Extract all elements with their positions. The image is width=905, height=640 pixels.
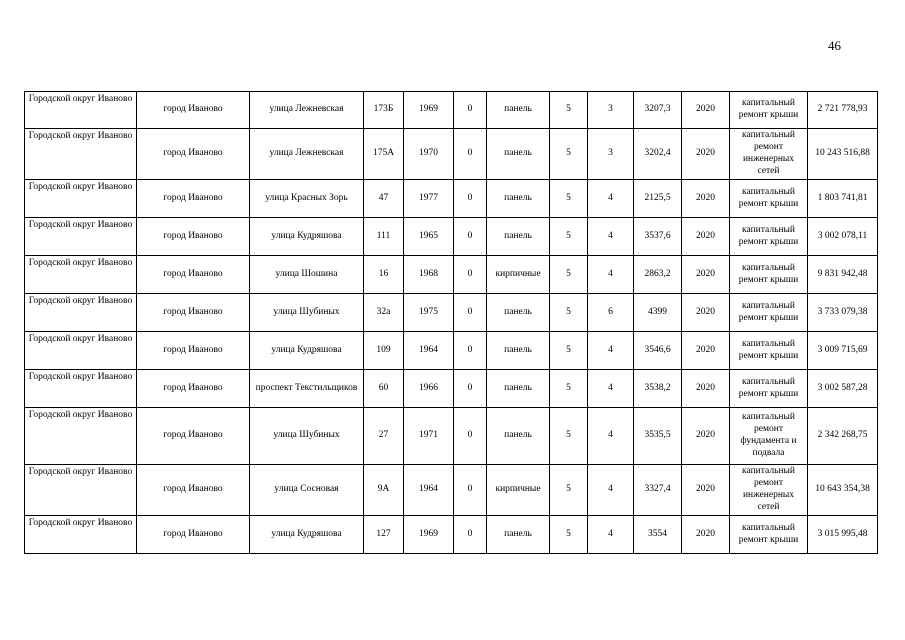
cell-street: улица Лежневская <box>250 92 364 129</box>
cell-amount: 3 002 078,11 <box>808 218 878 256</box>
cell-area: 3327,4 <box>634 465 682 516</box>
cell-zero: 0 <box>454 180 487 218</box>
cell-house: 127 <box>364 516 404 554</box>
cell-floors: 5 <box>550 332 588 370</box>
cell-amount: 3 015 995,48 <box>808 516 878 554</box>
cell-entrances: 3 <box>588 129 634 180</box>
cell-okrug: Городской округ Иваново <box>25 180 137 218</box>
cell-work: капитальный ремонт крыши <box>730 180 808 218</box>
cell-city: город Иваново <box>137 465 250 516</box>
cell-house: 47 <box>364 180 404 218</box>
cell-entrances: 4 <box>588 516 634 554</box>
table-row <box>25 332 878 370</box>
cell-amount: 2 342 268,75 <box>808 408 878 465</box>
cell-material: панель <box>487 129 550 180</box>
cell-entrances: 4 <box>588 180 634 218</box>
cell-floors: 5 <box>550 256 588 294</box>
cell-house: 16 <box>364 256 404 294</box>
table-row <box>25 465 878 516</box>
cell-plan-year: 2020 <box>682 516 730 554</box>
cell-okrug: Городской округ Иваново <box>25 370 137 408</box>
cell-area: 3535,5 <box>634 408 682 465</box>
cell-amount: 10 243 516,88 <box>808 129 878 180</box>
cell-floors: 5 <box>550 465 588 516</box>
cell-entrances: 6 <box>588 294 634 332</box>
table-body <box>25 92 878 554</box>
cell-zero: 0 <box>454 92 487 129</box>
cell-street: улица Шубиных <box>250 408 364 465</box>
cell-city: город Иваново <box>137 332 250 370</box>
cell-entrances: 4 <box>588 256 634 294</box>
cell-zero: 0 <box>454 256 487 294</box>
cell-floors: 5 <box>550 180 588 218</box>
cell-material: кирпичные <box>487 465 550 516</box>
cell-floors: 5 <box>550 370 588 408</box>
table-row <box>25 294 878 332</box>
cell-entrances: 4 <box>588 370 634 408</box>
cell-zero: 0 <box>454 516 487 554</box>
cell-work: капитальный ремонт крыши <box>730 294 808 332</box>
cell-plan-year: 2020 <box>682 408 730 465</box>
cell-city: город Иваново <box>137 218 250 256</box>
cell-area: 2125,5 <box>634 180 682 218</box>
cell-material: панель <box>487 218 550 256</box>
cell-year: 1966 <box>404 370 454 408</box>
cell-okrug: Городской округ Иваново <box>25 129 137 180</box>
cell-street: улица Красных Зорь <box>250 180 364 218</box>
housing-repair-table <box>24 91 878 554</box>
cell-material: кирпичные <box>487 256 550 294</box>
cell-floors: 5 <box>550 129 588 180</box>
cell-work: капитальный ремонт крыши <box>730 516 808 554</box>
cell-floors: 5 <box>550 218 588 256</box>
cell-year: 1965 <box>404 218 454 256</box>
cell-floors: 5 <box>550 92 588 129</box>
cell-entrances: 3 <box>588 92 634 129</box>
cell-zero: 0 <box>454 408 487 465</box>
cell-amount: 10 643 354,38 <box>808 465 878 516</box>
cell-okrug: Городской округ Иваново <box>25 218 137 256</box>
cell-amount: 9 831 942,48 <box>808 256 878 294</box>
cell-area: 3207,3 <box>634 92 682 129</box>
cell-material: панель <box>487 180 550 218</box>
table-row <box>25 516 878 554</box>
cell-house: 60 <box>364 370 404 408</box>
cell-zero: 0 <box>454 129 487 180</box>
cell-year: 1977 <box>404 180 454 218</box>
cell-work: капитальный ремонт инженерных сетей <box>730 129 808 180</box>
cell-floors: 5 <box>550 516 588 554</box>
cell-entrances: 4 <box>588 332 634 370</box>
cell-amount: 3 002 587,28 <box>808 370 878 408</box>
cell-material: панель <box>487 92 550 129</box>
cell-year: 1969 <box>404 516 454 554</box>
cell-work: капитальный ремонт фундамента и подвала <box>730 408 808 465</box>
cell-okrug: Городской округ Иваново <box>25 332 137 370</box>
cell-work: капитальный ремонт крыши <box>730 92 808 129</box>
table-row <box>25 256 878 294</box>
cell-work: капитальный ремонт крыши <box>730 256 808 294</box>
cell-street: улица Шошина <box>250 256 364 294</box>
cell-street: улица Сосновая <box>250 465 364 516</box>
cell-okrug: Городской округ Иваново <box>25 408 137 465</box>
cell-plan-year: 2020 <box>682 370 730 408</box>
cell-city: город Иваново <box>137 180 250 218</box>
cell-material: панель <box>487 370 550 408</box>
cell-plan-year: 2020 <box>682 180 730 218</box>
cell-city: город Иваново <box>137 92 250 129</box>
cell-plan-year: 2020 <box>682 256 730 294</box>
table-row <box>25 92 878 129</box>
cell-street: улица Кудряшова <box>250 516 364 554</box>
cell-area: 2863,2 <box>634 256 682 294</box>
cell-year: 1970 <box>404 129 454 180</box>
cell-plan-year: 2020 <box>682 332 730 370</box>
cell-house: 109 <box>364 332 404 370</box>
cell-city: город Иваново <box>137 408 250 465</box>
table-row <box>25 129 878 180</box>
cell-material: панель <box>487 294 550 332</box>
cell-okrug: Городской округ Иваново <box>25 294 137 332</box>
cell-plan-year: 2020 <box>682 92 730 129</box>
cell-area: 3554 <box>634 516 682 554</box>
cell-work: капитальный ремонт крыши <box>730 370 808 408</box>
cell-plan-year: 2020 <box>682 218 730 256</box>
cell-year: 1964 <box>404 332 454 370</box>
cell-street: улица Кудряшова <box>250 332 364 370</box>
cell-city: город Иваново <box>137 516 250 554</box>
cell-material: панель <box>487 516 550 554</box>
cell-area: 3546,6 <box>634 332 682 370</box>
cell-year: 1969 <box>404 92 454 129</box>
cell-okrug: Городской округ Иваново <box>25 465 137 516</box>
cell-house: 27 <box>364 408 404 465</box>
cell-area: 3537,6 <box>634 218 682 256</box>
table-row <box>25 218 878 256</box>
cell-zero: 0 <box>454 332 487 370</box>
cell-work: капитальный ремонт крыши <box>730 218 808 256</box>
cell-zero: 0 <box>454 465 487 516</box>
table-row <box>25 180 878 218</box>
cell-house: 32а <box>364 294 404 332</box>
cell-street: улица Шубиных <box>250 294 364 332</box>
cell-zero: 0 <box>454 294 487 332</box>
cell-year: 1975 <box>404 294 454 332</box>
cell-area: 4399 <box>634 294 682 332</box>
cell-year: 1971 <box>404 408 454 465</box>
cell-city: город Иваново <box>137 294 250 332</box>
cell-work: капитальный ремонт крыши <box>730 332 808 370</box>
cell-area: 3202,4 <box>634 129 682 180</box>
cell-house: 173Б <box>364 92 404 129</box>
cell-material: панель <box>487 408 550 465</box>
cell-plan-year: 2020 <box>682 465 730 516</box>
cell-street: проспект Текстильщиков <box>250 370 364 408</box>
cell-entrances: 4 <box>588 465 634 516</box>
table-row <box>25 408 878 465</box>
cell-zero: 0 <box>454 370 487 408</box>
cell-okrug: Городской округ Иваново <box>25 516 137 554</box>
cell-city: город Иваново <box>137 370 250 408</box>
cell-city: город Иваново <box>137 129 250 180</box>
cell-house: 111 <box>364 218 404 256</box>
cell-street: улица Кудряшова <box>250 218 364 256</box>
cell-plan-year: 2020 <box>682 294 730 332</box>
cell-floors: 5 <box>550 408 588 465</box>
cell-okrug: Городской округ Иваново <box>25 92 137 129</box>
cell-year: 1964 <box>404 465 454 516</box>
cell-house: 175А <box>364 129 404 180</box>
cell-plan-year: 2020 <box>682 129 730 180</box>
cell-street: улица Лежневская <box>250 129 364 180</box>
cell-entrances: 4 <box>588 218 634 256</box>
table-row <box>25 370 878 408</box>
cell-house: 9А <box>364 465 404 516</box>
cell-amount: 2 721 778,93 <box>808 92 878 129</box>
cell-entrances: 4 <box>588 408 634 465</box>
cell-amount: 3 733 079,38 <box>808 294 878 332</box>
cell-year: 1968 <box>404 256 454 294</box>
cell-amount: 1 803 741,81 <box>808 180 878 218</box>
cell-floors: 5 <box>550 294 588 332</box>
cell-material: панель <box>487 332 550 370</box>
cell-okrug: Городской округ Иваново <box>25 256 137 294</box>
page-number: 46 <box>828 38 841 53</box>
cell-area: 3538,2 <box>634 370 682 408</box>
cell-city: город Иваново <box>137 256 250 294</box>
cell-zero: 0 <box>454 218 487 256</box>
cell-work: капитальный ремонт инженерных сетей <box>730 465 808 516</box>
cell-amount: 3 009 715,69 <box>808 332 878 370</box>
